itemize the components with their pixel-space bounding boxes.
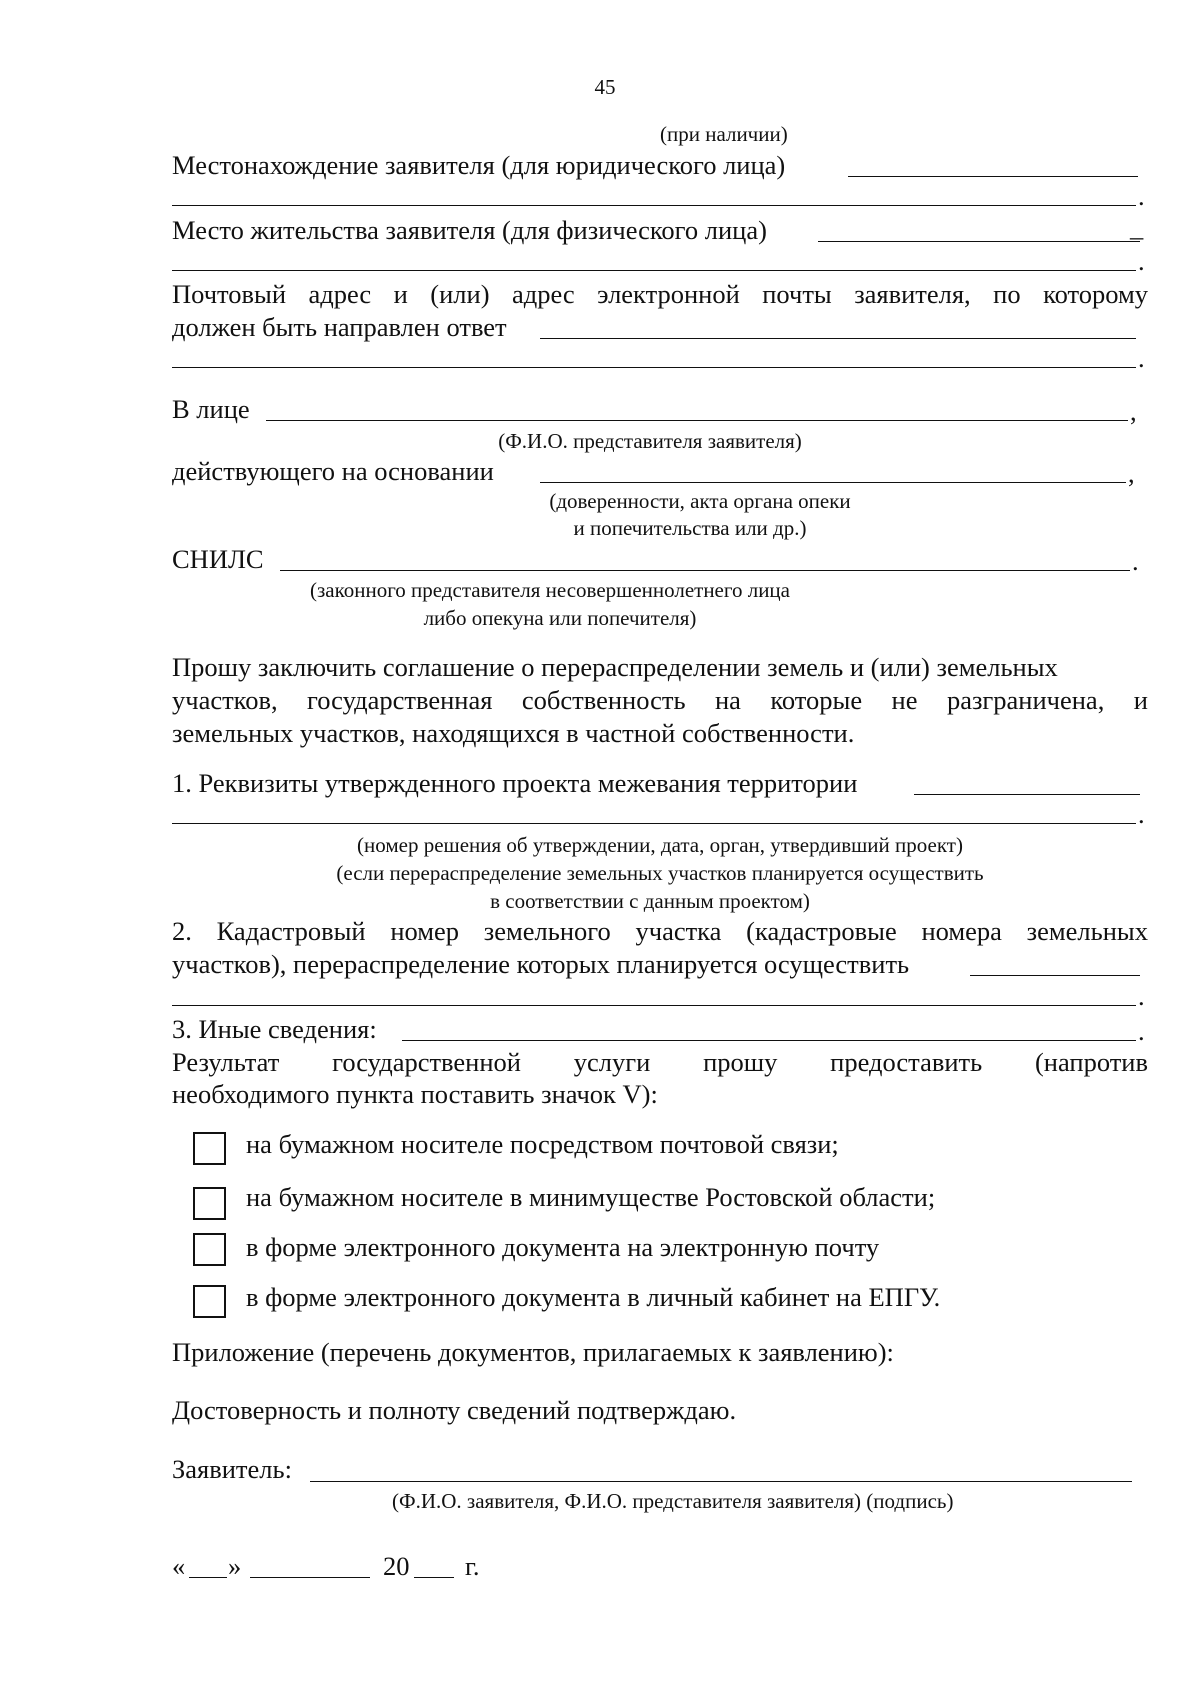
period: . [1132, 546, 1139, 576]
word: по [993, 279, 1021, 309]
word: участков, [172, 685, 278, 715]
word: государственной [332, 1047, 521, 1077]
word: услуги [573, 1047, 651, 1077]
legal-location-label: Местонахождение заявителя (для юридического лица) [172, 150, 786, 180]
word: электронной [597, 279, 740, 309]
option-postal-checkbox[interactable] [193, 1132, 226, 1165]
item1-field-cont[interactable] [172, 823, 1136, 824]
postal-address-field-cont[interactable] [172, 367, 1136, 368]
basis-field[interactable] [540, 482, 1126, 483]
option-epgu-checkbox[interactable] [193, 1285, 226, 1318]
period: . [1138, 246, 1145, 276]
word: номер [390, 916, 460, 946]
attachments-label: Приложение (перечень документов, прилагаемых к заявлению): [172, 1337, 894, 1367]
option-postal-label: на бумажном носителе посредством почтовой связи; [246, 1129, 839, 1159]
signature-field[interactable] [310, 1481, 1132, 1482]
period: . [1138, 1016, 1145, 1046]
date-year-field[interactable] [414, 1577, 454, 1578]
signature-label: Заявитель: [172, 1454, 292, 1484]
word: Кадастровый [216, 916, 366, 946]
page-number: 45 [594, 75, 616, 99]
period: . [1138, 981, 1145, 1011]
option-email-label: в форме электронного документа на электронную почту [246, 1232, 880, 1262]
item1-label: 1. Реквизиты утвержденного проекта межевания территории [172, 768, 858, 798]
basis-caption-1: (доверенности, акта органа опеки [549, 489, 851, 513]
date-year-suffix: г. [465, 1551, 480, 1581]
option-ministry-label: на бумажном носителе в минимуществе Ростовской области; [246, 1182, 936, 1212]
word: и [393, 279, 408, 309]
request-line-3: земельных участков, находящихся в частной собственности. [172, 718, 855, 748]
snils-label: СНИЛС [172, 544, 264, 574]
word: земельных [1026, 916, 1148, 946]
option-email-checkbox[interactable] [193, 1233, 226, 1266]
period: . [1138, 799, 1145, 829]
item2-field[interactable] [970, 975, 1140, 976]
in-person-label: В лице [172, 394, 250, 424]
representative-fio-field[interactable] [266, 420, 1128, 421]
signature-caption: (Ф.И.О. заявителя, Ф.И.О. представителя заявителя) (подпись) [392, 1489, 954, 1513]
residence-label: Место жительства заявителя (для физического лица) [172, 215, 767, 245]
item1-caption-3: в соответствии с данным проектом) [490, 889, 810, 913]
word: земельного [483, 916, 611, 946]
residence-field-cont[interactable] [172, 270, 1136, 271]
result-line-2: необходимого пункта поставить значок V): [172, 1079, 658, 1109]
snils-caption-2: либо опекуна или попечителя) [423, 606, 697, 630]
confirmation-text: Достоверность и полноту сведений подтверждаю. [172, 1395, 737, 1425]
word: номера [921, 916, 1002, 946]
period: . [1138, 343, 1145, 373]
postal-address-field[interactable] [540, 338, 1136, 339]
result-line-1 [172, 1046, 1148, 1078]
word: и [1133, 685, 1148, 715]
word: не [891, 685, 918, 715]
word: участка [635, 916, 722, 946]
basis-label: действующего на основании [172, 456, 494, 486]
word: государственная [307, 685, 493, 715]
word: адрес [308, 279, 372, 309]
item1-caption-2: (если перераспределение земельных участков планируется осуществить [336, 861, 984, 885]
word: Результат [172, 1047, 280, 1077]
comma: , [1130, 396, 1137, 426]
date-open-quote: « [172, 1551, 186, 1581]
date-close-quote: » [228, 1551, 242, 1581]
word: Почтовый [172, 279, 287, 309]
word: 2. [172, 916, 192, 946]
request-line-2 [172, 684, 1148, 716]
word: (или) [430, 279, 490, 309]
residence-field[interactable] [818, 241, 1140, 242]
date-century: 20 [383, 1551, 410, 1581]
option-epgu-label: в форме электронного документа в личный кабинет на ЕПГУ. [246, 1282, 941, 1312]
item3-field[interactable] [402, 1040, 1136, 1041]
item2-line-1 [172, 915, 1148, 947]
legal-location-field[interactable] [848, 176, 1138, 177]
comma: , [1128, 458, 1135, 488]
item1-field[interactable] [914, 794, 1140, 795]
word: на [714, 685, 741, 715]
representative-fio-caption: (Ф.И.О. представителя заявителя) [498, 429, 802, 453]
item2-line-2: участков), перераспределение которых планируется осуществить [172, 949, 910, 979]
postal-address-label-line1 [172, 278, 1148, 310]
word: предоставить [830, 1047, 983, 1077]
option-ministry-checkbox[interactable] [193, 1187, 226, 1220]
word: адрес [512, 279, 575, 309]
item1-caption-1: (номер решения об утверждении, дата, орган, утвердивший проект) [357, 833, 963, 857]
period: . [1138, 181, 1145, 211]
basis-caption-2: и попечительства или др.) [573, 516, 807, 540]
snils-caption-1: (законного представителя несовершеннолетнего лица [309, 578, 790, 602]
word: (напротив [1034, 1047, 1148, 1077]
word: прошу [703, 1047, 778, 1077]
snils-field[interactable] [280, 570, 1130, 571]
word: разграничена, [946, 685, 1105, 715]
word: заявителя, [854, 279, 971, 309]
item2-field-cont[interactable] [172, 1005, 1136, 1006]
word: почты [762, 279, 832, 309]
request-line-1: Прошу заключить соглашение о перераспределении земель и (или) земельных [172, 652, 1058, 682]
word: (кадастровые [746, 916, 897, 946]
word: которому [1043, 279, 1148, 309]
postal-address-label-line2: должен быть направлен ответ [172, 312, 507, 342]
date-month-field[interactable] [250, 1577, 370, 1578]
legal-location-field-cont[interactable] [172, 205, 1136, 206]
item3-label: 3. Иные сведения: [172, 1014, 377, 1044]
note-if-available: (при наличии) [660, 122, 788, 146]
underscore-mark: _ [1130, 212, 1144, 242]
word: собственность [521, 685, 686, 715]
word: которые [770, 685, 863, 715]
date-day-field[interactable] [189, 1577, 227, 1578]
